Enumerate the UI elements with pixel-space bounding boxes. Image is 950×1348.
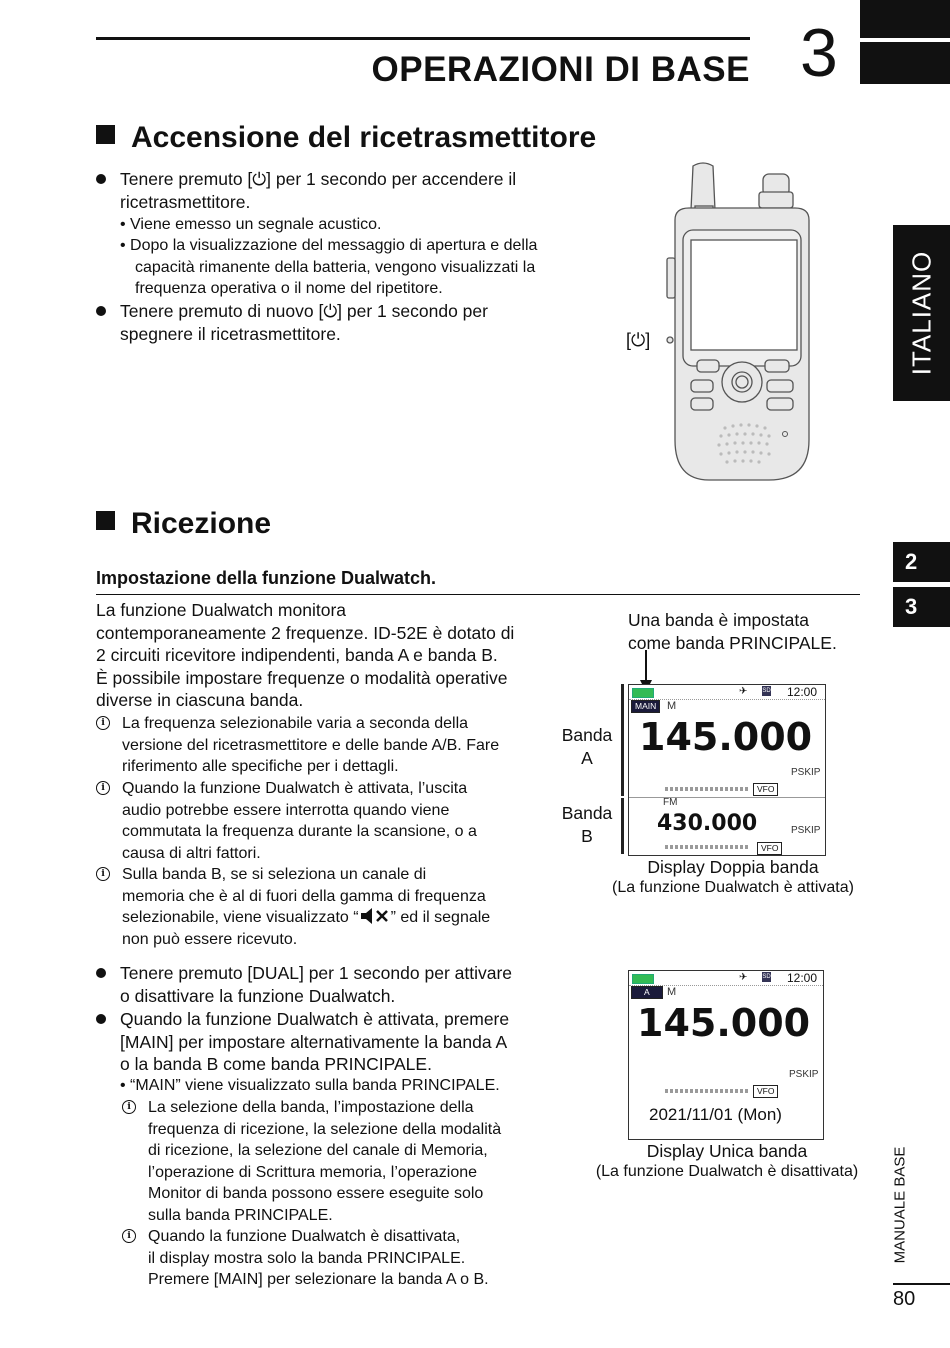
sd-card-icon: SD [762,688,771,694]
bullet-main-select: Quando la funzione Dualwatch è attivata, premere [MAIN] per impostare alternativamente la banda A o la banda B come banda PRINCIPALE. [96,1008,566,1076]
note-frequency-range: i La frequenza selezionabile varia a seconda della versione del ricetrasmettitore e delle bande A/B. Fare riferimento alle specifiche per i dettagli. [96,713,561,778]
date-display: 2021/11/01 (Mon) [649,1105,782,1124]
mode: M [667,986,677,998]
page-number: 80 [893,1288,916,1310]
s-meter-b [665,845,749,849]
band-a-bracket [621,684,624,796]
frequency-band-b: 430.000 [657,811,758,836]
vfo-tag-a: VFO [753,783,778,796]
main-band-tag: MAIN [631,700,660,713]
pskip-a: PSKIP [791,767,821,778]
section-tab-3: 3 [893,587,950,627]
chapter-title: OPERAZIONI DI BASE [371,50,750,89]
power-icon: ⏻ [631,330,646,350]
bullet-power-off: Tenere premuto di nuovo [⏻] per 1 secondo per spegnere il ricetrasmettitore. [96,300,616,345]
gps-icon: ✈ [739,972,748,983]
sd-card-icon: SD [762,974,771,980]
bullet-dual-toggle: Tenere premuto [DUAL] per 1 secondo per attivare o disattivare la funzione Dualwatch. [96,962,566,1007]
band-divider [629,797,825,798]
gps-icon: ✈ [739,686,748,697]
vfo-tag-b: VFO [757,842,782,855]
info-icon: i [96,716,110,730]
band-tag: A [631,986,663,999]
caption-single: Display Unica banda [646,1141,808,1161]
power-icon: ⏻ [323,301,338,321]
sub-opening: • Dopo la visualizzazione del messaggio di apertura e della capacità rimanente della batteria, vengono visualizzati la frequenza operativa o il nome del ripetitore. [120,237,538,297]
info-icon: i [96,781,110,795]
sub-beep: • Viene emesso un segnale acustico. [120,216,382,233]
mode-a: M [667,700,677,712]
section-heading-power: Accensione del ricetrasmettitore [96,121,596,155]
bullet-power-on: Tenere premuto [⏻] per 1 secondo per accendere il ricetrasmettitore. [96,168,616,213]
power-icon: ⏻ [252,169,267,189]
note-dualwatch-off: i Quando la funzione Dualwatch è disattivata, il display mostra solo la banda PRINCIPALE. Premere [MAIN] per selezionare la banda A o B. [122,1226,562,1291]
s-meter-a [665,787,749,791]
mode-b: FM [663,797,678,808]
page-rule [893,1283,950,1285]
battery-icon [632,974,654,984]
callout-main-band: Una banda è impostata come banda PRINCIPALE. [628,610,837,653]
battery-icon [632,688,654,698]
info-icon: i [122,1229,136,1243]
s-meter [665,1089,749,1093]
band-b-label: Banda B [561,803,613,846]
clock-time: 12:00 [787,685,818,699]
frequency: 145.000 [637,1001,811,1045]
caption-dual-sub: (La funzione Dualwatch è attivata) [612,879,854,896]
status-bar [629,685,825,700]
caption-single-sub: (La funzione Dualwatch è disattivata) [595,1163,859,1180]
band-a-label: Banda A [561,725,613,768]
note-main-band-ops: i La selezione della banda, l’impostazione della frequenza di ricezione, la selezione della modalità di ricezione, la selezione del canale di Memoria, l’operazione di Scrittura memoria, l’operazione Monitor di banda possono essere eseguite solo sulla banda PRINCIPALE. [122,1097,562,1226]
thumb-tab-chapter [860,42,950,84]
vfo-tag: VFO [753,1085,778,1098]
info-icon: i [96,867,110,881]
caption-dual: Display Doppia banda [647,857,819,877]
info-icon: i [122,1100,136,1114]
language-tab: ITALIANO [893,225,950,401]
sub-main-shown: • “MAIN” viene visualizzato sulla banda PRINCIPALE. [120,1077,500,1094]
band-b-bracket [621,798,624,854]
mute-speaker-icon [359,907,391,925]
note-band-b-memory: i Sulla banda B, se si seleziona un canale di memoria che è al di fuori della gamma di frequenza selezionabile, viene visualizzato “ ” ed il segnale non può essere ricevuto. [96,864,561,950]
power-key-label: [⏻] [626,330,651,350]
section-heading-reception: Ricezione [96,507,271,541]
header-rule [96,37,750,40]
clock-time: 12:00 [787,971,818,985]
status-bar [629,971,823,986]
note-audio-interrupt: i Quando la funzione Dualwatch è attivata, l’uscita audio potrebbe essere interrotta quando viene commutata la frequenza durante la scansione, o a causa di altri fattori. [96,778,561,864]
pskip-b: PSKIP [791,825,821,836]
thumb-tab-top [860,0,950,38]
chapter-number: 3 [800,15,838,91]
lcd-dual-band [628,684,826,856]
frequency-band-a: 145.000 [639,715,813,759]
lcd-single-band [628,970,824,1140]
pskip: PSKIP [789,1069,819,1080]
manual-label: MANUALE BASE [891,1146,909,1264]
subheading-dualwatch: Impostazione della funzione Dualwatch. [96,568,437,588]
intro-paragraph: La funzione Dualwatch monitora contemporaneamente 2 frequenze. ID-52E è dotato di 2 circuiti ricevitore indipendenti, banda A e banda B. È possibile impostare frequenze o modalità operative diverse in ciascuna banda. [96,600,515,710]
radio-illustration [655,160,830,485]
section-tab-2: 2 [893,542,950,582]
subheading-rule [96,594,860,595]
